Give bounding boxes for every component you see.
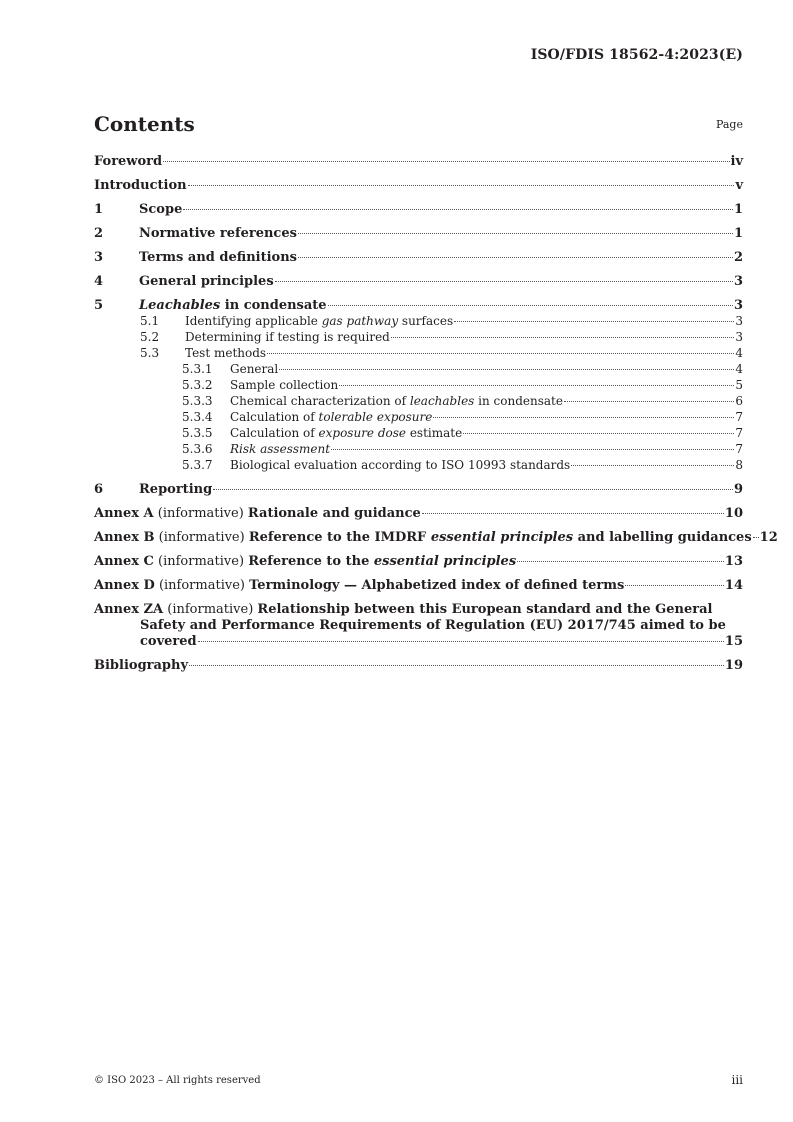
annex-informative: (informative) (154, 530, 249, 545)
toc-page: 4 (735, 346, 743, 360)
toc-number: 6 (94, 482, 104, 497)
dot-leader (564, 401, 734, 402)
dot-leader (331, 449, 734, 450)
annex-prefix: Annex A (94, 506, 154, 521)
toc-number: 5.3.4 (182, 410, 213, 424)
toc-label: Biological evaluation according to ISO 10993 standards (230, 458, 571, 472)
toc-entry-annex-b[interactable] (94, 530, 778, 546)
dot-leader (267, 353, 734, 354)
dot-leader (517, 561, 724, 562)
dot-leader (183, 209, 733, 210)
annex-prefix: Annex C (94, 554, 154, 569)
toc-entry-general-principles[interactable] (94, 274, 743, 290)
dot-leader (454, 321, 734, 322)
toc-page: 14 (724, 578, 743, 593)
toc-label (139, 298, 327, 313)
toc-page: 2 (733, 250, 743, 265)
toc-page: 3 (735, 314, 743, 328)
annex-za-line-2 (94, 618, 743, 634)
dot-leader (213, 489, 733, 490)
dot-leader (198, 641, 724, 642)
toc-label-line-3: covered (140, 634, 197, 649)
annex-informative: (informative) (163, 602, 258, 617)
annex-prefix: Annex B (94, 530, 155, 545)
dot-leader (339, 385, 734, 386)
dot-leader (463, 433, 734, 434)
toc-label: Determining if testing is required (185, 330, 390, 344)
toc-entry-annex-d[interactable] (94, 578, 743, 594)
toc-entry-identifying-surfaces[interactable] (94, 314, 743, 330)
dot-leader (298, 233, 733, 234)
toc-label: Reference to the essential principles (248, 554, 517, 569)
toc-number: 2 (94, 226, 104, 241)
toc-number: 5.3.2 (182, 378, 213, 392)
toc-entry-normative-references[interactable] (94, 226, 743, 242)
toc-label: General (230, 362, 279, 376)
toc-number: 4 (94, 274, 104, 289)
toc-label-rest: in condensate (220, 298, 327, 313)
toc-label: Chemical characterization of leachables in condensate (230, 394, 563, 408)
toc-label: Normative references (139, 226, 297, 241)
copyright-notice: © ISO 2023 – All rights reserved (94, 1075, 261, 1086)
toc-entry-scope[interactable] (94, 202, 743, 218)
toc-label: General principles (139, 274, 274, 289)
toc-page: v (735, 178, 743, 193)
toc-entry-chemical-characterization[interactable] (94, 394, 743, 410)
toc-label: Test methods (185, 346, 267, 360)
toc-page: 19 (724, 658, 743, 673)
toc-number: 5.1 (140, 314, 160, 328)
toc-page: 13 (724, 554, 743, 569)
toc-label: Introduction (94, 178, 187, 193)
toc-label: Risk assessment (230, 442, 331, 456)
toc-page: 12 (759, 530, 778, 545)
dot-leader (571, 465, 734, 466)
toc-label: Bibliography (94, 658, 189, 673)
toc-page: 9 (733, 482, 743, 497)
toc-number: 5.3.1 (182, 362, 213, 376)
dot-leader (275, 281, 733, 282)
toc-page: iv (730, 154, 743, 169)
toc-number: 5.3.5 (182, 426, 213, 440)
dot-leader (188, 185, 735, 186)
dot-leader (328, 305, 733, 306)
annex-informative: (informative) (153, 506, 248, 521)
toc-page: 5 (735, 378, 743, 392)
toc-label-italic: Leachables (139, 298, 221, 313)
toc-page: 3 (733, 298, 743, 313)
dot-leader (422, 513, 724, 514)
dot-leader (298, 257, 733, 258)
toc-label: Identifying applicable gas pathway surfaces (185, 314, 454, 328)
toc-number: 5.3.3 (182, 394, 213, 408)
toc-entry-risk-assessment[interactable] (94, 442, 743, 458)
toc-label: Terminology — Alphabetized index of defined terms (249, 578, 625, 593)
toc-page: 7 (735, 426, 743, 440)
dot-leader (391, 337, 734, 338)
toc-label: Scope (139, 202, 183, 217)
table-of-contents (94, 154, 778, 674)
toc-entry-foreword[interactable] (94, 154, 743, 170)
toc-entry-leachables-in-condensate[interactable] (94, 298, 743, 314)
toc-label: Calculation of tolerable exposure (230, 410, 433, 424)
annex-za-line-1 (94, 602, 743, 618)
toc-page: 1 (733, 226, 743, 241)
toc-page: 10 (724, 506, 743, 521)
toc-entry-general[interactable] (94, 362, 743, 378)
toc-number: 5.2 (140, 330, 160, 344)
toc-number: 5 (94, 298, 104, 313)
toc-page: 3 (733, 274, 743, 289)
page-number: iii (731, 1073, 743, 1087)
toc-page: 8 (735, 458, 743, 472)
toc-entry-determining-testing[interactable] (94, 330, 743, 346)
toc-number: 5.3.7 (182, 458, 213, 472)
toc-label: Calculation of exposure dose estimate (230, 426, 463, 440)
annex-prefix: Annex ZA (94, 602, 164, 617)
toc-number: 3 (94, 250, 104, 265)
toc-number: 5.3 (140, 346, 160, 360)
toc-entry-terms-and-definitions[interactable] (94, 250, 743, 266)
toc-entry-test-methods[interactable] (94, 346, 743, 362)
toc-entry-reporting[interactable] (94, 482, 743, 498)
dot-leader (625, 585, 724, 586)
toc-label: Terms and definitions (139, 250, 297, 265)
toc-entry-tolerable-exposure[interactable] (94, 410, 743, 426)
toc-label-line-2: Safety and Performance Requirements of Regulation (EU) 2017/745 aimed to be (140, 618, 726, 633)
toc-entry-exposure-dose[interactable] (94, 426, 743, 442)
toc-entry-annex-za[interactable] (94, 602, 743, 650)
dot-leader (279, 369, 734, 370)
toc-entry-bibliography[interactable] (94, 658, 743, 674)
toc-entry-introduction[interactable] (94, 178, 743, 194)
toc-page: 7 (735, 410, 743, 424)
toc-entry-biological-evaluation[interactable] (94, 458, 743, 474)
dot-leader (753, 537, 759, 538)
toc-page: 1 (733, 202, 743, 217)
toc-entry-annex-a[interactable] (94, 506, 743, 522)
annex-za-line-3 (94, 634, 743, 650)
toc-page: 7 (735, 442, 743, 456)
toc-page: 4 (735, 362, 743, 376)
toc-number: 5.3.6 (182, 442, 213, 456)
annex-informative: (informative) (153, 554, 249, 569)
toc-label: Reporting (139, 482, 213, 497)
toc-label: Reference to the IMDRF essential principles and labelling guidances (248, 530, 752, 545)
dot-leader (189, 665, 724, 666)
toc-label: Foreword (94, 154, 163, 169)
annex-prefix: Annex D (94, 578, 155, 593)
toc-entry-sample-collection[interactable] (94, 378, 743, 394)
toc-number: 1 (94, 202, 104, 217)
document-identifier: ISO/FDIS 18562-4:2023(E) (530, 47, 743, 63)
toc-page: 15 (724, 634, 743, 649)
toc-page: 3 (735, 330, 743, 344)
toc-label-line-1: Relationship between this European standard and the General (257, 602, 713, 617)
toc-label: Sample collection (230, 378, 339, 392)
toc-label: Rationale and guidance (247, 506, 421, 521)
dot-leader (163, 161, 729, 162)
annex-informative: (informative) (154, 578, 250, 593)
page-title: Contents (94, 112, 195, 136)
toc-entry-annex-c[interactable] (94, 554, 743, 570)
toc-page: 6 (735, 394, 743, 408)
page-column-label: Page (715, 118, 743, 131)
dot-leader (433, 417, 734, 418)
